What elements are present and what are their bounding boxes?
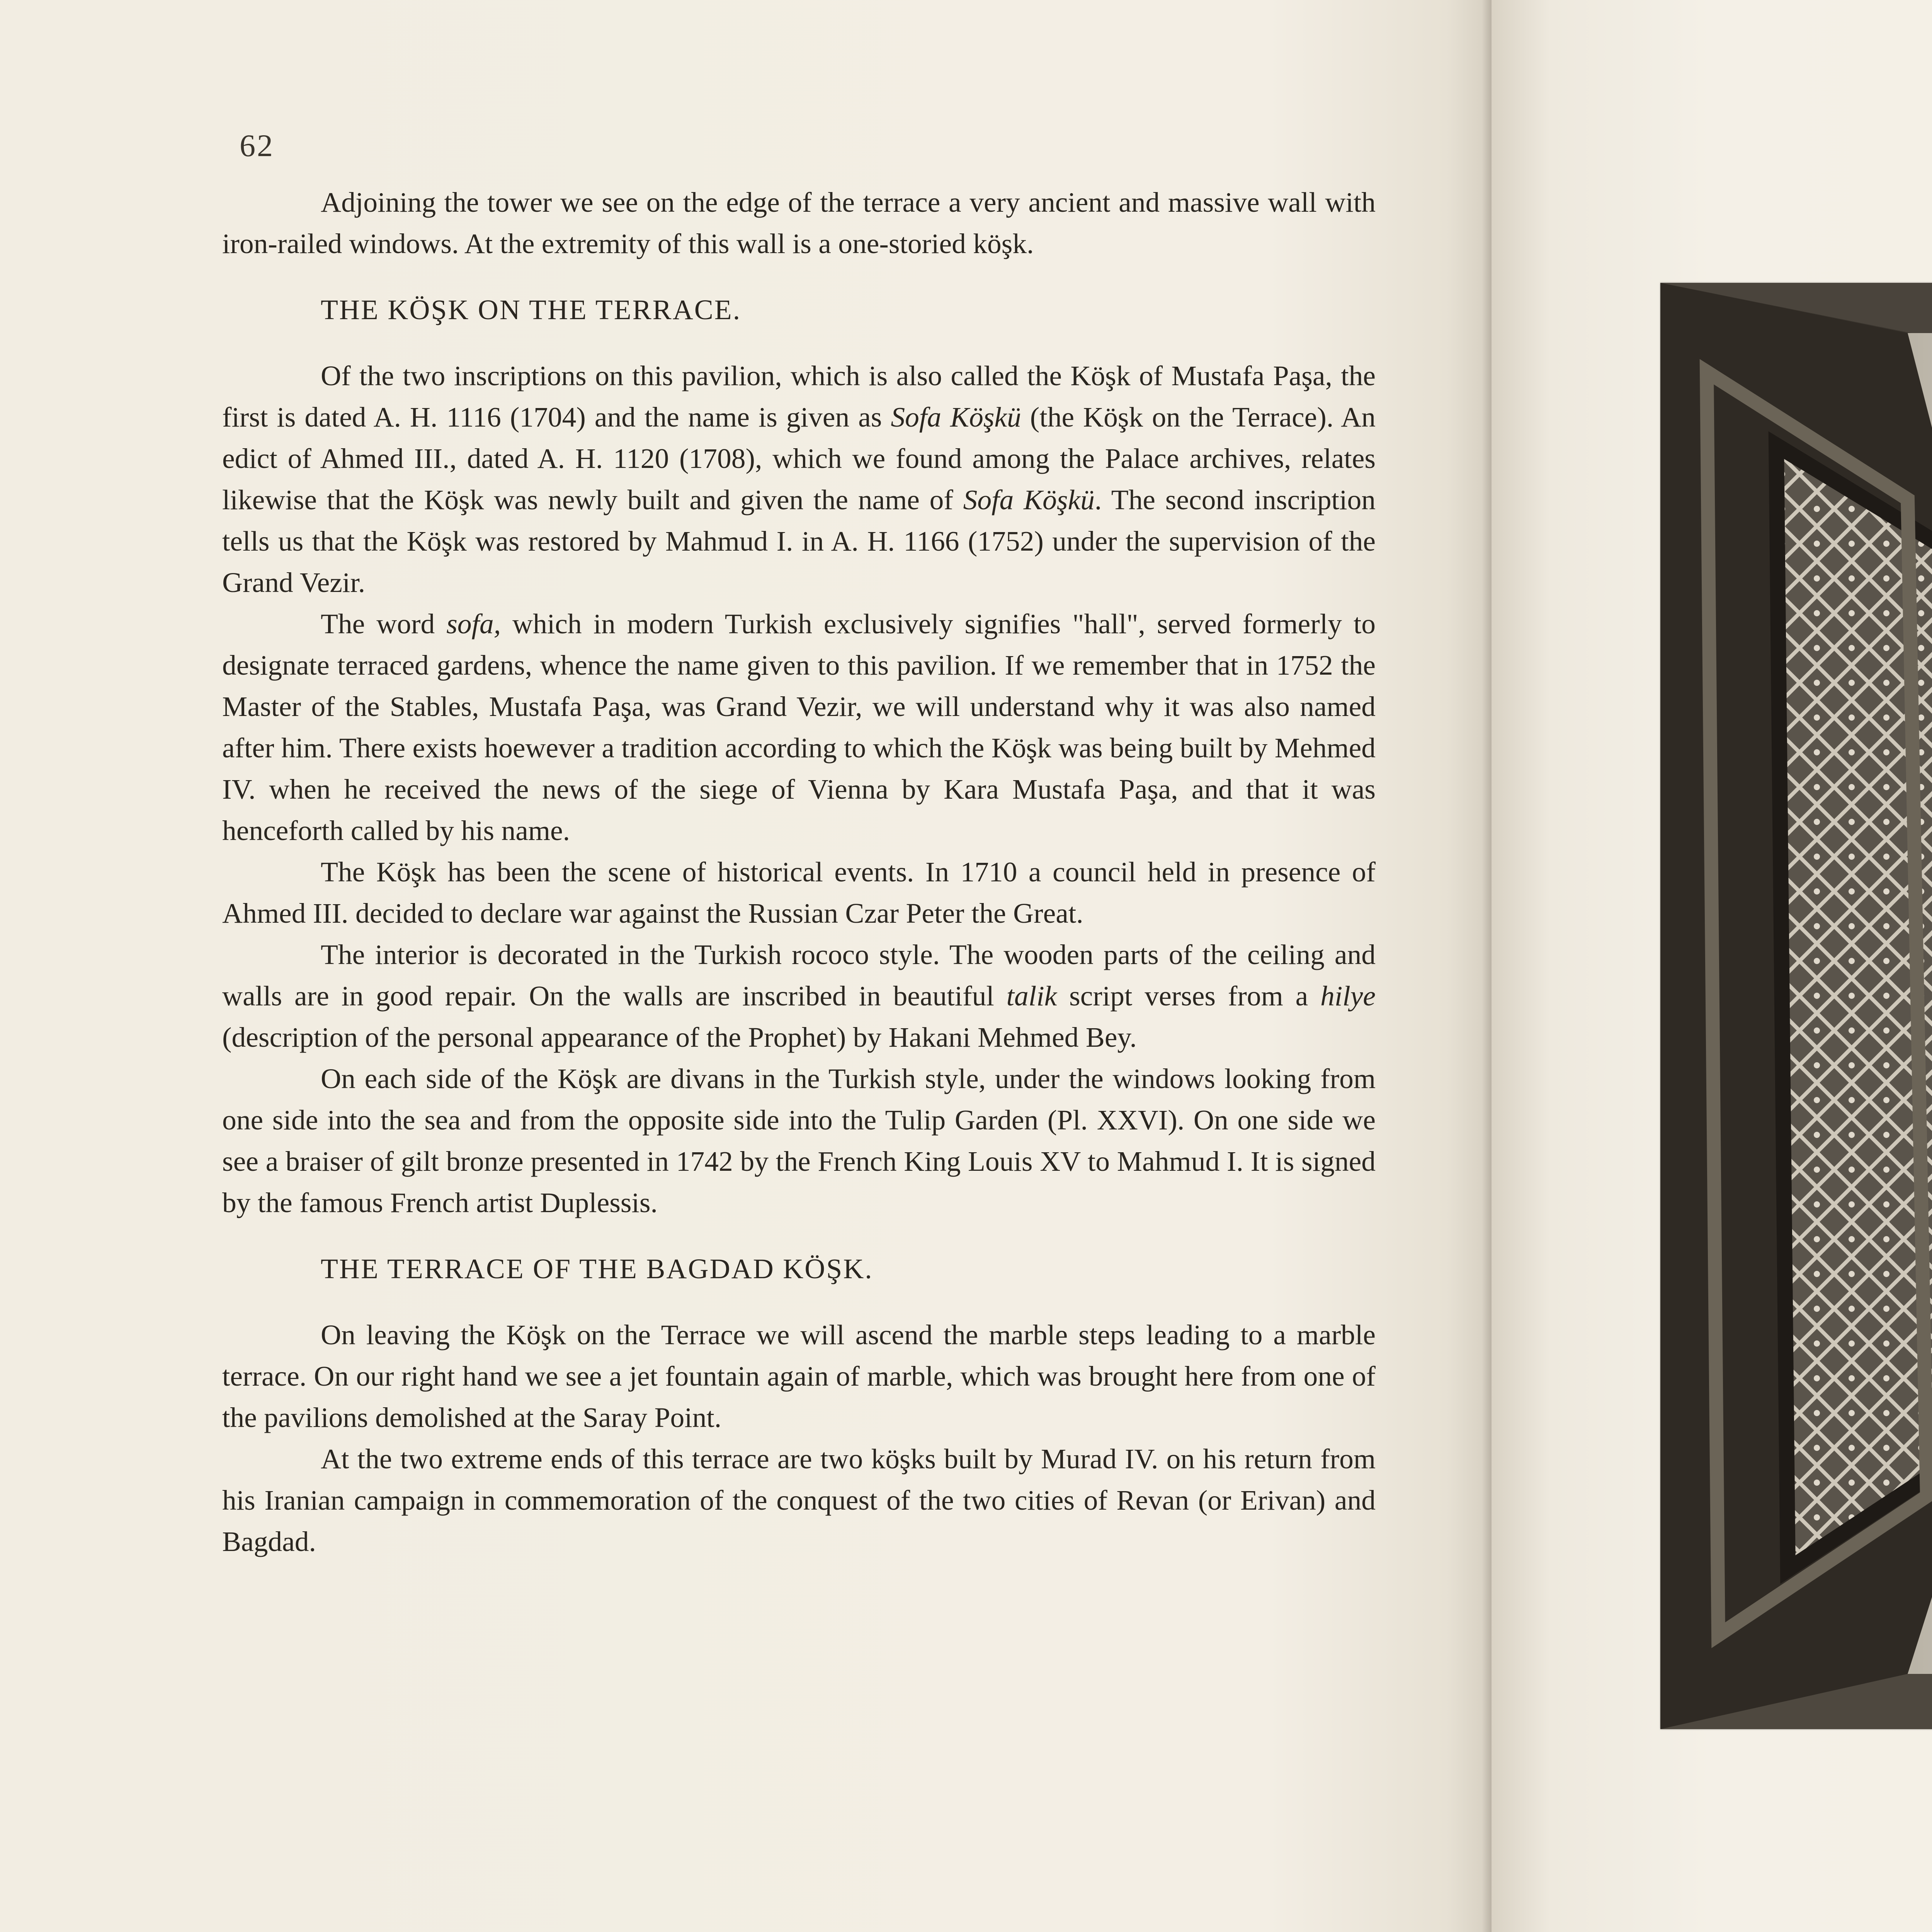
plate-photograph [1660,283,1932,1729]
paragraph-divans: On each side of the Köşk are divans in the Turkish style, under the windows looking from one side into the sea and from the opposite side into the Tulip Garden (Pl. XXVI). On one side we see a braiser of gilt bronze presented in 1742 by the French King Louis XV to Mahmud I. It is signed by the famous French artist Duplessis. [222,1063,1376,1218]
page-number: 62 [240,128,274,163]
paragraph-inscriptions: Of the two inscriptions on this pavilion, which is also called the Köşk of Mustafa Paşa, the first is dated A. H. 1116 (1704) and the name is given as Sofa Köşkü (the Köşk on the Terrace). An edict of Ahmed III., dated A. H. 1120 (1708), which we found among the Palace archives, relates likewise that the Köşk was newly built and given the name of Sofa Köşkü. The second inscription tells us that the Köşk was restored by Mahmud I. in A. H. 1166 (1752) under the supervision of the Grand Vezir. [222,360,1376,598]
paragraph-interior: The interior is decorated in the Turkish rococo style. The wooden parts of the ceiling and walls are in good repair. On the walls are inscribed in beautiful talik script verses from a hilye (description of the personal appearance of the Prophet) by Hakani Mehmed Bey. [222,939,1376,1053]
section-heading-bagdad-terrace: THE TERRACE OF THE BAGDAD KÖŞK. [321,1253,873,1284]
paragraph-marble-terrace: On leaving the Köşk on the Terrace we will ascend the marble steps leading to a marble terrace. On our right hand we see a jet fountain again of marble, which was brought here from one of the pavilions demolished at the Saray Point. [222,1319,1376,1433]
intro-paragraph: Adjoining the tower we see on the edge of the terrace a very ancient and massive wall with iron-railed windows. At the extremity of this wall is a one-storied köşk. [222,187,1376,259]
paragraph-sofa-meaning: The word sofa, which in modern Turkish exclusively signifies "hall", served formerly to designate terraced gardens, whence the name given to this pavilion. If we remember that in 1752 the Master of the Stables, Mustafa Paşa, was Grand Vezir, we will understand why it was also named after him. There exists hoewever a tradition according to which the Köşk was being built by Mehmed IV. when he received the news of the siege of Vienna by Kara Mustafa Paşa, and that it was henceforth called by his name. [222,608,1376,846]
paragraph-historical-events: The Köşk has been the scene of historical events. In 1710 a council held in presence of Ahmed III. decided to declare war against the Russian Czar Peter the Great. [222,856,1376,929]
section-heading-kosk-on-terrace: THE KÖŞK ON THE TERRACE. [321,294,742,325]
body-text [222,182,1376,1562]
paragraph-murad-kosks: At the two extreme ends of this terrace are two köşks built by Murad IV. on his return from his Iranian campaign in commemoration of the conquest of the two cities of Revan (or Erivan) and Bagdad. [222,1443,1376,1557]
